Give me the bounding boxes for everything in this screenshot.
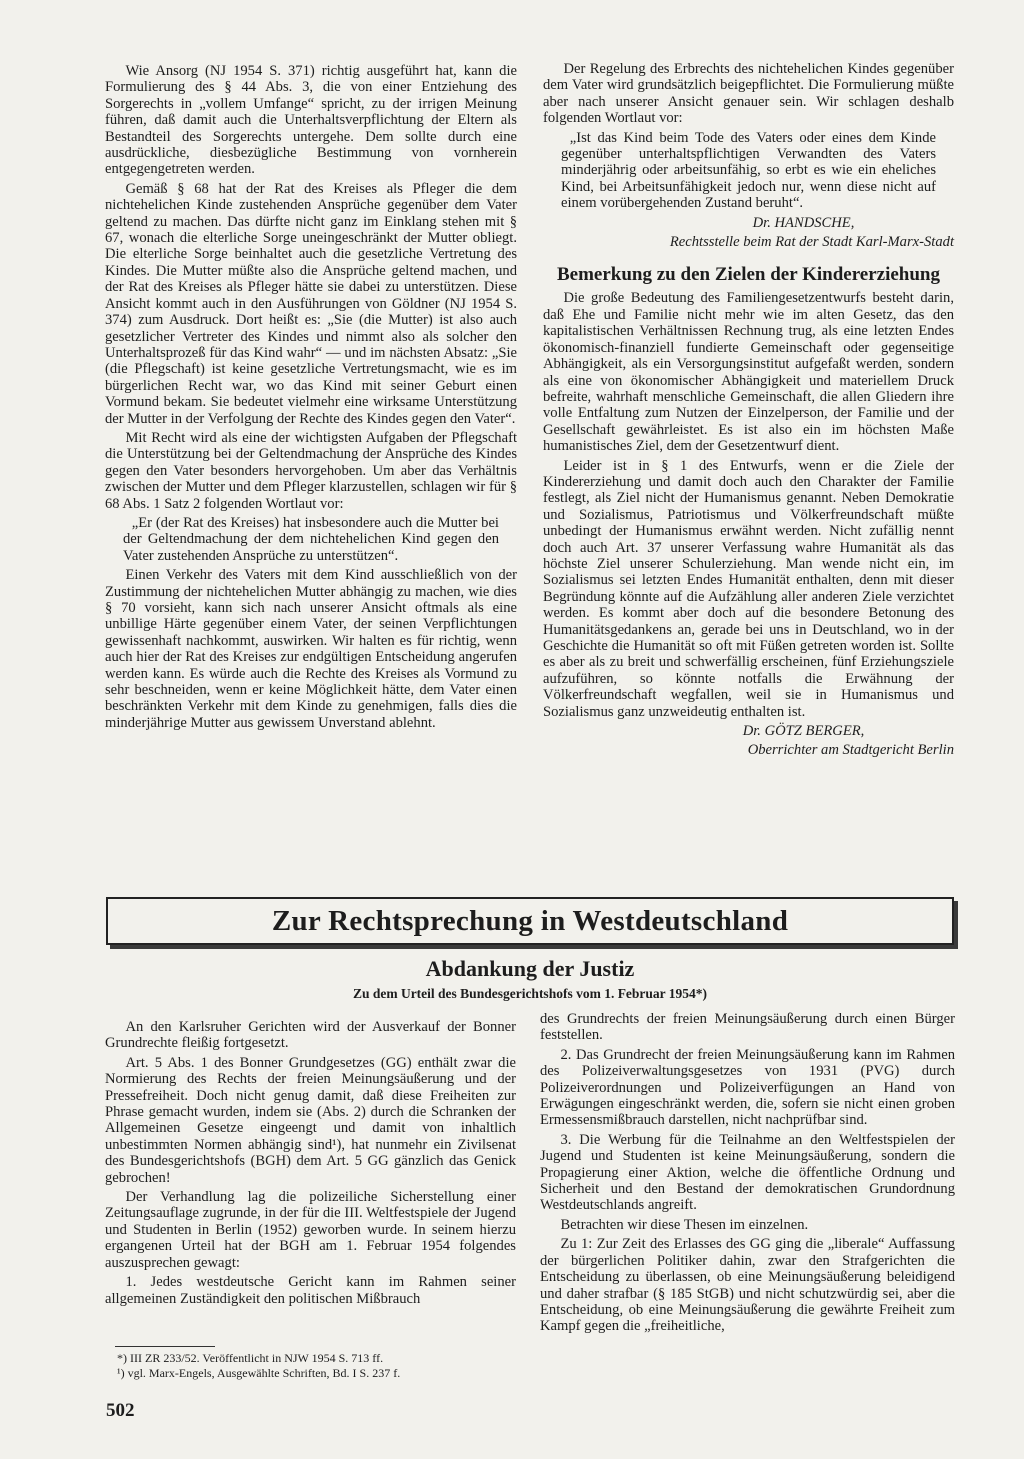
- quote: „Ist das Kind beim Tode des Vaters oder eines dem Kinde gegenüber unterhaltspflichtigen Verwandten des Vaters minderjährig oder arbeitsunfähig, so erbt es wie ein eheliches Kind, bei Arbeitsunfähigkeit jedoch nur, wenn diese nicht auf einem vorübergehenden Zustand beruht“.: [561, 129, 936, 212]
- paragraph: Der Verhandlung lag die polizeiliche Sicherstellung einer Zeitungsauflage zugrunde, in der für die III. Weltfestspiele der Jugend und Studenten in Berlin (1952) geworben wurde. In seinem hierzu ergangenen Urteil hat der BGH am 1. Februar 1954 folgendes auszusprechen gewagt:: [105, 1189, 516, 1271]
- paragraph: Einen Verkehr des Vaters mit dem Kind ausschließlich von der Zustimmung der nichtehelichen Mutter abhängig zu machen, wie dies § 70 vorsieht, kann sich nach unserer Ansicht oftmals als eine unbillige Härte gegenüber einem Vater, der seinen Verpflichtungen gewissenhaft nachkommt, auswirken. Wir halten es für richtig, wenn auch hier der Rat des Kreises zur endgültigen Entscheidung angerufen werden kann. Es würde auch die Rechte des Kreises als Vormund zu sehr beschneiden, wenn er keine Möglichkeit hätte, dem Vater einen beschränkten Verkehr mit dem Kinde zu genehmigen, falls dies die minderjährige Mutter aus gewissem Unverstand ablehnt.: [105, 567, 517, 731]
- paragraph: Art. 5 Abs. 1 des Bonner Grundgesetzes (GG) enthält zwar die Normierung des Rechts der freien Meinungsäußerung und der Pressefreiheit. Doch nicht genug damit, daß diese Freiheiten zur Phrase gemacht wurden, indem sie (Abs. 2) durch die Schranken der Allgemeinen Gesetze eingeengt und damit von inhaltlich unbestimmten Normen abhängig sind¹), hat nunmehr ein Zivilsenat des Bundesgerichtshofs (BGH) dem Art. 5 GG gänzlich das Genick gebrochen!: [105, 1054, 516, 1186]
- signature-affiliation: Rechtsstelle beim Rat der Stadt Karl-Marx-Stadt: [669, 234, 954, 251]
- footnote: *) III ZR 233/52. Veröffentlicht in NJW 1954 S. 713 ff.: [117, 1351, 384, 1365]
- signature-affiliation: Oberrichter am Stadtgericht Berlin: [747, 742, 954, 759]
- article-heading: Bemerkung zu den Zielen der Kindererziehung: [557, 264, 940, 286]
- paragraph: Die große Bedeutung des Familiengesetzentwurfs besteht darin, daß Ehe und Familie nicht mehr wie im alten Gesetz, das den kapitalistischen Verhältnissen Rechnung trug, als eine letzten Endes ökonomisch-finanziell fundierte Gemeinschaft oder gegenseitige Abhängigkeit, als ein Versorgungsinstitut aufgefaßt werden, sondern als eine von ökonomischer Abhängigkeit und materiellem Druck befreite, wahrhaft menschliche Gemeinschaft, die allen Gliedern ihre volle Entfaltung zum Nutzen der Einzelperson, der Familie und der Gesellschaft gewährleistet. Es ist also ein im höchsten Maße humanistisches Ziel, dem der Gesetzentwurf dient.: [543, 290, 954, 455]
- paragraph: 1. Jedes westdeutsche Gericht kann im Rahmen seiner allgemeinen Zuständigkeit den politischen Mißbrauch: [105, 1274, 516, 1307]
- section-banner: Zur Rechtsprechung in Westdeutschland: [106, 897, 954, 945]
- page-number: 502: [106, 1400, 135, 1421]
- bottom-left-column: [105, 1019, 516, 1310]
- right-column: [543, 61, 954, 759]
- paragraph: Betrachten wir diese Thesen im einzelnen.: [560, 1216, 809, 1233]
- paragraph: Zu 1: Zur Zeit des Erlasses des GG ging die „liberale“ Auffassung der bürgerlichen Politiker dahin, zwar den Strafgerichten die Entscheidung zu überlassen, ob eine Meinungsäußerung beleidigend und daher strafbar (§ 185 StGB) und nicht schutzwürdig sei, aber die Entscheidung, ob eine Meinungsäußerung die gewährte Freiheit zum Kampf gegen die „freiheitliche,: [540, 1236, 955, 1335]
- paragraph: Leider ist in § 1 des Entwurfs, wenn er die Ziele der Kindererziehung und damit doch auch den Charakter der Familie festlegt, als Ziel nicht der Humanismus genannt. Neben Demokratie und Sozialismus, Patriotismus und Völkerfreundschaft müßte unbedingt der Humanismus erwähnt werden. Nicht zufällig nennt doch auch Art. 37 unserer Verfassung wahre Humanität als das höchste Ziel unserer Schulerziehung. Man wende nicht ein, im Sozialismus sei letzten Endes Humanität enthalten, denn mit dieser Begründung könnte auf die Aufzählung aller anderen Ziele verzichtet werden. Es kommt aber doch auf die besondere Betonung des Humanitätsgedankens an, gerade bei uns in Deutschland, wo in der Geschichte die Humanität so oft mit Füßen getreten worden ist. Sollte es aber als zu breit und schwerfällig erscheinen, fünf Erziehungsziele aufzuführen, so könnte notfalls die Erwähnung der Völkerfreundschaft wegfallen, weil sie in Humanismus und Sozialismus ganz unzweideutig enthalten ist.: [543, 457, 954, 720]
- paragraph: An den Karlsruher Gerichten wird der Ausverkauf der Bonner Grundrechte fleißig fortgesetzt.: [105, 1019, 516, 1052]
- left-column: [105, 63, 517, 734]
- article-title: Abdankung der Justiz: [425, 956, 635, 981]
- paragraph: 2. Das Grundrecht der freien Meinungsäußerung kann im Rahmen des Polizeiverwaltungsgesetzes von 1931 (PVG) durch Polizeiverordnungen und Polizeiverfügungen an Hand von Erwägungen eingeschränkt werden, die, sofern sie nicht einen groben Ermessensmißbrauch darstellen, nicht nachprüfbar sind.: [540, 1046, 955, 1129]
- paragraph: Mit Recht wird als eine der wichtigsten Aufgaben der Pflegschaft die Unterstützung bei der Geltendmachung der Ansprüche des Kindes gegen den Vater besonders hervorgehoben. Um aber das Verhältnis zwischen der Mutter und dem Pfleger klarzustellen, schlagen wir für § 68 Abs. 1 Satz 2 folgenden Wortlaut vor:: [105, 429, 517, 512]
- paragraph: des Grundrechts der freien Meinungsäußerung durch einen Bürger feststellen.: [540, 1011, 955, 1044]
- footnote-rule: [115, 1346, 215, 1347]
- signature-name: Dr. GÖTZ BERGER,: [742, 723, 865, 740]
- paragraph: 3. Die Werbung für die Teilnahme an den Weltfestspielen der Jugend und Studenten ist keine Meinungsäußerung, sondern die Propagierung einer Aktion, welche die öffentliche Ordnung und Sicherheit und den Bestand der demokratischen Grundordnung Westdeutschlands angreift.: [540, 1131, 955, 1214]
- paragraph: Gemäß § 68 hat der Rat des Kreises als Pfleger die dem nichtehelichen Kinde zustehenden Ansprüche gegenüber dem Vater geltend zu machen. Das dürfte nicht ganz im Einklang stehen mit § 67, wonach die elterliche Sorge uneingeschränkt der Mutter obliegt. Die elterliche Sorge beinhaltet auch die gesetzliche Vertretung des Kindes. Die Mutter müßte also die Ansprüche geltend machen, und der Rat des Kreises als Pfleger hätte sie dabei zu unterstützen. Diese Ansicht kommt auch in den Ausführungen von Göldner (NJ 1954 S. 374) zum Ausdruck. Dort heißt es: „Sie (die Mutter) ist also auch gesetzlicher Vertreter des Kindes und nimmt also als solcher den Unterhaltsprozeß für das Kind wahr“ — und im nächsten Absatz: „Sie (die Pflegschaft) ist keine gesetzliche Vertretungsmacht, wie es im bürgerlichen Recht war, wo das Kind mit seiner Geburt einen Vormund bekam. Sie bedeutet vielmehr eine wirksame Unterstützung der Mutter in der Verfolgung der Rechte des Kindes gegen den Vater“.: [105, 180, 517, 427]
- footnote: ¹) vgl. Marx-Engels, Ausgewählte Schriften, Bd. I S. 237 f.: [117, 1366, 401, 1380]
- quote: „Er (der Rat des Kreises) hat insbesondere auch die Mutter bei der Geltendmachung der dem nichtehelichen Kind gegen den Vater zustehenden Ansprüche zu unterstützen“.: [123, 514, 499, 564]
- article-subtitle: Zu dem Urteil des Bundesgerichtshofs vom 1. Februar 1954*): [352, 986, 708, 1001]
- paragraph: Der Regelung des Erbrechts des nichtehelichen Kindes gegenüber dem Vater wird grundsätzlich beigepflichtet. Die Formulierung müßte aber nach unserer Ansicht genauer sein. Wir schlagen deshalb folgenden Wortlaut vor:: [543, 61, 954, 127]
- bottom-right-column: [540, 1011, 955, 1338]
- signature-name: Dr. HANDSCHE,: [752, 214, 855, 231]
- footnotes: [105, 1346, 516, 1381]
- paragraph: Wie Ansorg (NJ 1954 S. 371) richtig ausgeführt hat, kann die Formulierung des § 44 Abs. 3, die von einer Entziehung des Sorgerechts in „vollem Umfange“ spricht, zu der irrigen Meinung führen, daß damit auch die Unterhaltsverpflichtung der Eltern als Bestandteil des Sorgerechts untergehe. Dem sollte durch eine ausdrückliche, diesbezügliche Bestimmung von vornherein entgegengetreten werden.: [105, 63, 517, 178]
